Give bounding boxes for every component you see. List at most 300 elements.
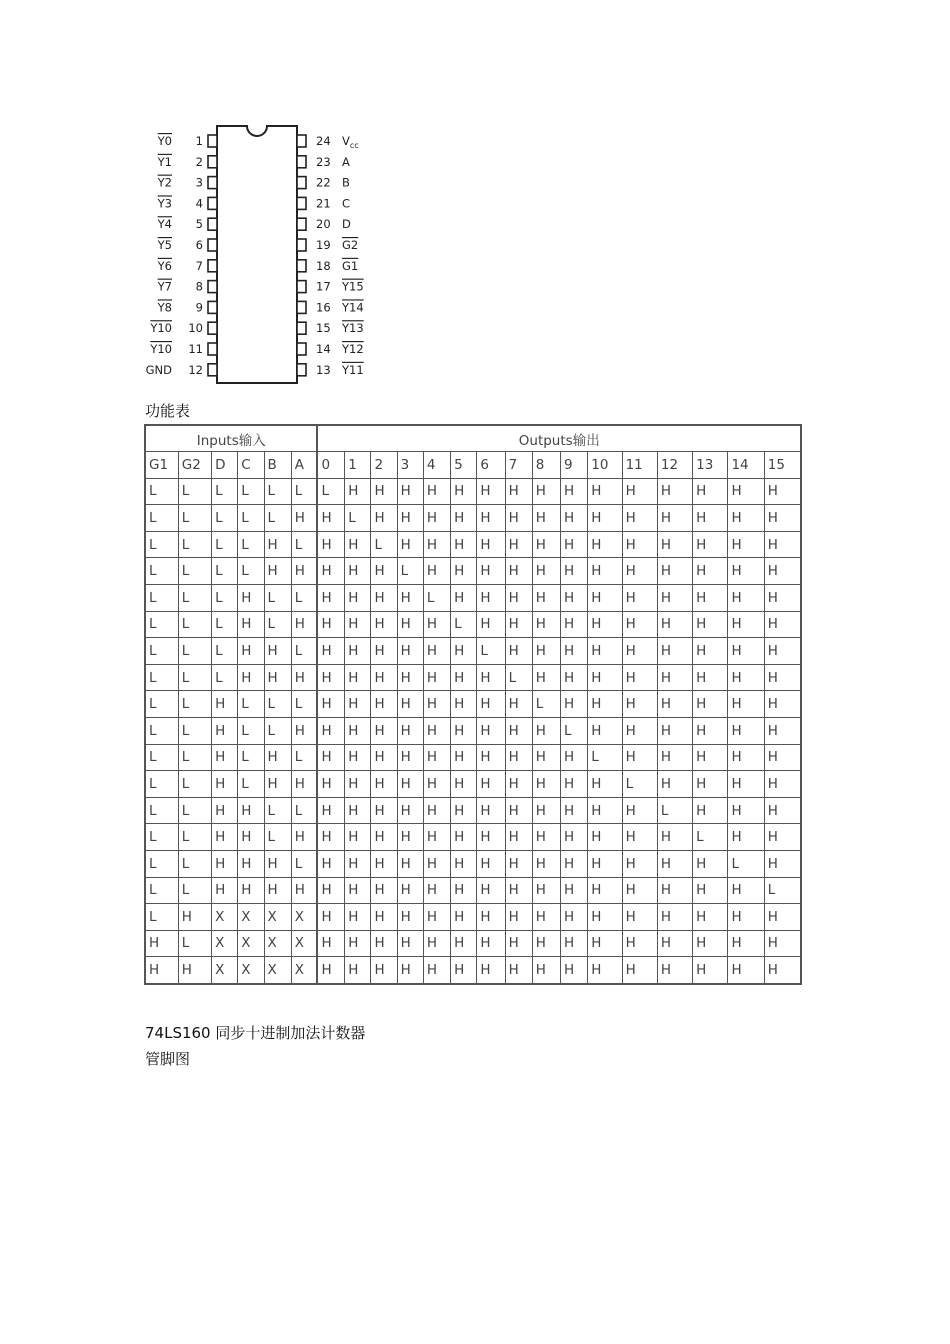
table-cell: H (397, 904, 423, 931)
left-pin-number: 5 (195, 217, 203, 232)
table-cell: H (561, 797, 588, 824)
table-cell: H (145, 957, 178, 984)
table-cell: H (212, 771, 238, 798)
table-cell: H (345, 558, 371, 585)
table-cell: L (264, 584, 291, 611)
table-cell: H (371, 850, 397, 877)
left-pin-label: Y0 (157, 134, 172, 148)
table-cell: H (291, 664, 317, 691)
table-cell: H (764, 957, 801, 984)
table-cell: X (212, 957, 238, 984)
table-cell: L (178, 478, 211, 505)
table-cell: H (622, 558, 657, 585)
table-cell: H (764, 744, 801, 771)
table-cell: H (505, 531, 532, 558)
table-cell: H (764, 904, 801, 931)
table-cell: H (505, 957, 532, 984)
table-cell: L (212, 611, 238, 638)
left-pin-number: 10 (188, 321, 203, 336)
table-cell: H (657, 904, 692, 931)
table-cell: L (178, 797, 211, 824)
table-cell: L (178, 611, 211, 638)
table-cell: H (588, 531, 622, 558)
table-row (145, 691, 801, 718)
table-cell: H (238, 638, 264, 665)
table-cell: H (657, 744, 692, 771)
table-cell: H (371, 930, 397, 957)
right-pin-number: 15 (316, 321, 331, 336)
table-cell: H (505, 797, 532, 824)
table-cell: H (532, 744, 560, 771)
table-cell: H (264, 744, 291, 771)
table-cell: H (505, 824, 532, 851)
table-row (145, 744, 801, 771)
table-cell: H (345, 877, 371, 904)
table-cell: L (291, 744, 317, 771)
left-pin-number: 4 (195, 196, 203, 211)
table-cell: H (532, 957, 560, 984)
table-cell: H (588, 771, 622, 798)
left-pin-number: 7 (195, 258, 203, 273)
table-cell: H (291, 505, 317, 532)
table-cell: L (178, 850, 211, 877)
table-cell: H (561, 824, 588, 851)
table-cell: L (291, 850, 317, 877)
table-cell: H (561, 691, 588, 718)
table-cell: L (145, 531, 178, 558)
right-pin-number: 22 (316, 175, 331, 190)
table-cell: H (588, 478, 622, 505)
table-cell: H (693, 531, 728, 558)
table-cell: H (178, 957, 211, 984)
table-cell: H (371, 584, 397, 611)
table-cell: H (477, 930, 505, 957)
table-cell: H (561, 584, 588, 611)
table-cell: L (264, 797, 291, 824)
table-cell: H (728, 744, 764, 771)
table-cell: H (693, 877, 728, 904)
right-pin-label: A (342, 154, 350, 169)
table-cell: H (423, 664, 450, 691)
table-cell: H (764, 824, 801, 851)
table-cell: H (345, 531, 371, 558)
table-cell: H (178, 904, 211, 931)
table-cell: L (238, 505, 264, 532)
table-cell: L (588, 744, 622, 771)
table-cell: L (238, 771, 264, 798)
table-cell: H (693, 638, 728, 665)
table-cell: L (561, 717, 588, 744)
table-cell: L (264, 691, 291, 718)
column-header: 12 (657, 452, 692, 479)
table-cell: X (291, 904, 317, 931)
table-cell: H (345, 717, 371, 744)
table-cell: L (238, 717, 264, 744)
table-cell: X (264, 930, 291, 957)
table-cell: H (622, 638, 657, 665)
table-cell: H (561, 505, 588, 532)
table-cell: H (764, 638, 801, 665)
column-header: 5 (451, 452, 477, 479)
table-cell: X (238, 957, 264, 984)
table-cell: H (728, 505, 764, 532)
table-cell: H (657, 717, 692, 744)
table-cell: H (451, 584, 477, 611)
table-cell: H (561, 638, 588, 665)
table-cell: L (238, 558, 264, 585)
table-cell: H (345, 850, 371, 877)
table-cell: H (728, 558, 764, 585)
table-cell: L (291, 691, 317, 718)
pin-left-9 (208, 301, 217, 313)
table-cell: H (764, 664, 801, 691)
table-cell: H (371, 505, 397, 532)
table-cell: H (532, 771, 560, 798)
table-cell: L (423, 584, 450, 611)
table-cell: H (477, 531, 505, 558)
table-cell: H (317, 638, 344, 665)
pin-left-3 (208, 177, 217, 189)
table-cell: H (317, 584, 344, 611)
table-cell: H (423, 531, 450, 558)
table-cell: H (291, 877, 317, 904)
table-row (145, 904, 801, 931)
table-cell: H (317, 611, 344, 638)
table-cell: H (477, 611, 505, 638)
table-cell: L (451, 611, 477, 638)
table-cell: H (532, 850, 560, 877)
table-cell: H (397, 638, 423, 665)
column-header: 15 (764, 452, 801, 479)
table-cell: L (145, 797, 178, 824)
table-cell: L (264, 824, 291, 851)
table-cell: H (264, 877, 291, 904)
table-cell: H (371, 877, 397, 904)
table-cell: H (423, 505, 450, 532)
table-cell: H (561, 531, 588, 558)
table-row (145, 505, 801, 532)
table-cell: H (212, 824, 238, 851)
table-cell: H (693, 797, 728, 824)
table-cell: H (477, 877, 505, 904)
left-pin-label: GND (145, 362, 172, 377)
table-cell: H (588, 638, 622, 665)
table-cell: H (532, 877, 560, 904)
right-pin-label: D (342, 217, 351, 232)
table-cell: H (693, 717, 728, 744)
table-cell: H (532, 611, 560, 638)
table-cell: H (505, 584, 532, 611)
table-cell: H (212, 691, 238, 718)
right-pin-label: C (342, 196, 351, 211)
column-header: C (238, 452, 264, 479)
left-pin-label: Y10 (150, 342, 172, 356)
table-cell: H (371, 611, 397, 638)
table-cell: H (657, 824, 692, 851)
table-cell: H (451, 505, 477, 532)
table-cell: H (693, 558, 728, 585)
table-cell: H (622, 531, 657, 558)
table-cell: H (728, 584, 764, 611)
chip-body (217, 126, 297, 383)
table-cell: H (505, 558, 532, 585)
table-cell: H (451, 531, 477, 558)
table-cell: L (264, 505, 291, 532)
left-pin-label: Y2 (157, 175, 172, 190)
table-cell: L (178, 717, 211, 744)
table-cell: H (371, 664, 397, 691)
pin-right-14 (297, 343, 306, 355)
table-cell: H (317, 531, 344, 558)
table-cell: H (238, 611, 264, 638)
table-cell: H (317, 877, 344, 904)
table-cell: H (532, 531, 560, 558)
table-cell: L (238, 478, 264, 505)
table-cell: H (728, 930, 764, 957)
table-cell: H (477, 505, 505, 532)
table-cell: H (657, 771, 692, 798)
table-row (145, 797, 801, 824)
pin-right-17 (297, 281, 306, 293)
table-cell: H (264, 664, 291, 691)
table-cell: H (657, 611, 692, 638)
table-cell: H (397, 824, 423, 851)
left-pin-number: 9 (195, 300, 203, 315)
table-cell: H (451, 664, 477, 691)
left-pin-label: Y5 (157, 238, 172, 252)
table-cell: H (561, 478, 588, 505)
function-table-title: 功能表 (145, 402, 191, 420)
column-header: 14 (728, 452, 764, 479)
table-cell: L (178, 558, 211, 585)
table-cell: H (264, 531, 291, 558)
table-cell: H (561, 771, 588, 798)
table-cell: H (397, 505, 423, 532)
table-cell: H (561, 904, 588, 931)
table-cell: H (622, 478, 657, 505)
column-header: 0 (317, 452, 344, 479)
table-cell: L (178, 584, 211, 611)
table-cell: H (451, 478, 477, 505)
table-cell: H (423, 611, 450, 638)
left-pin-label: Y6 (157, 258, 172, 273)
table-cell: H (622, 664, 657, 691)
table-cell: H (657, 850, 692, 877)
table-cell: L (291, 584, 317, 611)
left-pin-number: 11 (188, 342, 203, 356)
table-cell: L (477, 638, 505, 665)
table-cell: H (291, 824, 317, 851)
right-pin-number: 13 (316, 362, 331, 377)
table-cell: H (397, 957, 423, 984)
column-header: A (291, 452, 317, 479)
pin-right-23 (297, 156, 306, 168)
table-cell: H (764, 558, 801, 585)
table-cell: H (728, 904, 764, 931)
table-cell: H (345, 638, 371, 665)
table-cell: H (588, 611, 622, 638)
table-cell: H (693, 664, 728, 691)
table-cell: H (764, 797, 801, 824)
table-cell: H (505, 478, 532, 505)
table-cell: H (477, 664, 505, 691)
right-pin-number: 21 (316, 196, 331, 211)
table-cell: H (657, 584, 692, 611)
table-cell: H (291, 717, 317, 744)
right-pin-number: 18 (316, 258, 331, 273)
right-pin-number: 24 (316, 134, 331, 148)
table-row (145, 824, 801, 851)
table-cell: L (145, 877, 178, 904)
table-cell: H (423, 904, 450, 931)
table-cell: X (264, 957, 291, 984)
table-cell: H (477, 850, 505, 877)
table-cell: H (505, 850, 532, 877)
table-cell: L (505, 664, 532, 691)
table-cell: H (622, 611, 657, 638)
pin-right-13 (297, 364, 306, 376)
table-cell: L (178, 531, 211, 558)
table-cell: H (238, 824, 264, 851)
table-cell: L (145, 664, 178, 691)
table-cell: H (345, 957, 371, 984)
table-cell: H (317, 930, 344, 957)
column-header: 10 (588, 452, 622, 479)
table-cell: H (657, 505, 692, 532)
table-cell: H (657, 664, 692, 691)
table-cell: L (178, 664, 211, 691)
table-cell: H (728, 797, 764, 824)
left-pin-label: Y10 (150, 321, 172, 336)
table-cell: H (397, 930, 423, 957)
table-cell: H (764, 771, 801, 798)
table-row (145, 584, 801, 611)
right-pin-number: 19 (316, 238, 331, 252)
table-cell: X (238, 930, 264, 957)
table-row (145, 877, 801, 904)
table-cell: H (477, 824, 505, 851)
pin-left-2 (208, 156, 217, 168)
table-cell: H (561, 664, 588, 691)
column-header: 13 (693, 452, 728, 479)
table-cell: H (693, 691, 728, 718)
table-cell: L (178, 638, 211, 665)
table-cell: H (657, 877, 692, 904)
table-cell: H (622, 930, 657, 957)
right-pin-number: 20 (316, 217, 331, 232)
column-header: 6 (477, 452, 505, 479)
table-cell: H (657, 930, 692, 957)
table-cell: H (212, 717, 238, 744)
pin-left-4 (208, 197, 217, 209)
right-pin-label: $V_{cc}$ (342, 134, 359, 150)
table-cell: L (145, 717, 178, 744)
table-cell: H (317, 717, 344, 744)
table-cell: H (764, 930, 801, 957)
table-cell: H (345, 611, 371, 638)
right-pin-label: B (342, 175, 350, 190)
table-cell: L (622, 771, 657, 798)
table-cell: H (371, 691, 397, 718)
table-cell: H (588, 930, 622, 957)
right-pin-label: Y14 (342, 300, 364, 315)
table-cell: H (423, 691, 450, 718)
table-cell: H (622, 850, 657, 877)
table-cell: H (371, 478, 397, 505)
table-cell: H (317, 850, 344, 877)
table-cell: L (145, 558, 178, 585)
table-cell: L (238, 691, 264, 718)
table-cell: H (423, 558, 450, 585)
table-cell: H (477, 957, 505, 984)
table-cell: H (345, 824, 371, 851)
table-cell: H (264, 771, 291, 798)
table-cell: H (588, 717, 622, 744)
table-cell: H (238, 797, 264, 824)
table-cell: H (423, 824, 450, 851)
table-cell: H (588, 850, 622, 877)
table-cell: L (178, 771, 211, 798)
pin-right-24 (297, 135, 306, 147)
table-cell: H (477, 744, 505, 771)
table-cell: H (345, 664, 371, 691)
table-cell: L (291, 797, 317, 824)
table-cell: H (728, 717, 764, 744)
table-cell: L (264, 478, 291, 505)
pin-right-18 (297, 260, 306, 272)
table-cell: L (532, 691, 560, 718)
table-cell: H (477, 691, 505, 718)
table-cell: L (212, 558, 238, 585)
table-cell: H (371, 797, 397, 824)
table-cell: H (291, 611, 317, 638)
table-cell: H (505, 744, 532, 771)
table-cell: L (145, 904, 178, 931)
table-cell: H (532, 478, 560, 505)
table-cell: H (477, 771, 505, 798)
right-pin-number: 23 (316, 154, 331, 169)
table-cell: L (145, 505, 178, 532)
table-cell: H (532, 717, 560, 744)
table-cell: H (451, 904, 477, 931)
right-pin-label: Y15 (342, 279, 364, 294)
table-cell: H (397, 611, 423, 638)
table-cell: L (397, 558, 423, 585)
table-cell: H (477, 558, 505, 585)
table-cell: H (532, 797, 560, 824)
table-cell: L (264, 717, 291, 744)
table-cell: L (238, 531, 264, 558)
table-cell: L (212, 664, 238, 691)
left-pin-label: Y1 (157, 154, 172, 169)
table-cell: H (728, 771, 764, 798)
table-cell: H (345, 478, 371, 505)
table-cell: H (317, 744, 344, 771)
table-cell: H (588, 558, 622, 585)
table-cell: H (764, 850, 801, 877)
column-header: D (212, 452, 238, 479)
table-row (145, 664, 801, 691)
table-cell: H (345, 930, 371, 957)
table-cell: L (264, 611, 291, 638)
table-cell: H (693, 930, 728, 957)
table-cell: H (451, 877, 477, 904)
table-cell: H (588, 957, 622, 984)
column-header: G1 (145, 452, 178, 479)
table-cell: H (532, 664, 560, 691)
column-header: B (264, 452, 291, 479)
table-cell: H (532, 638, 560, 665)
